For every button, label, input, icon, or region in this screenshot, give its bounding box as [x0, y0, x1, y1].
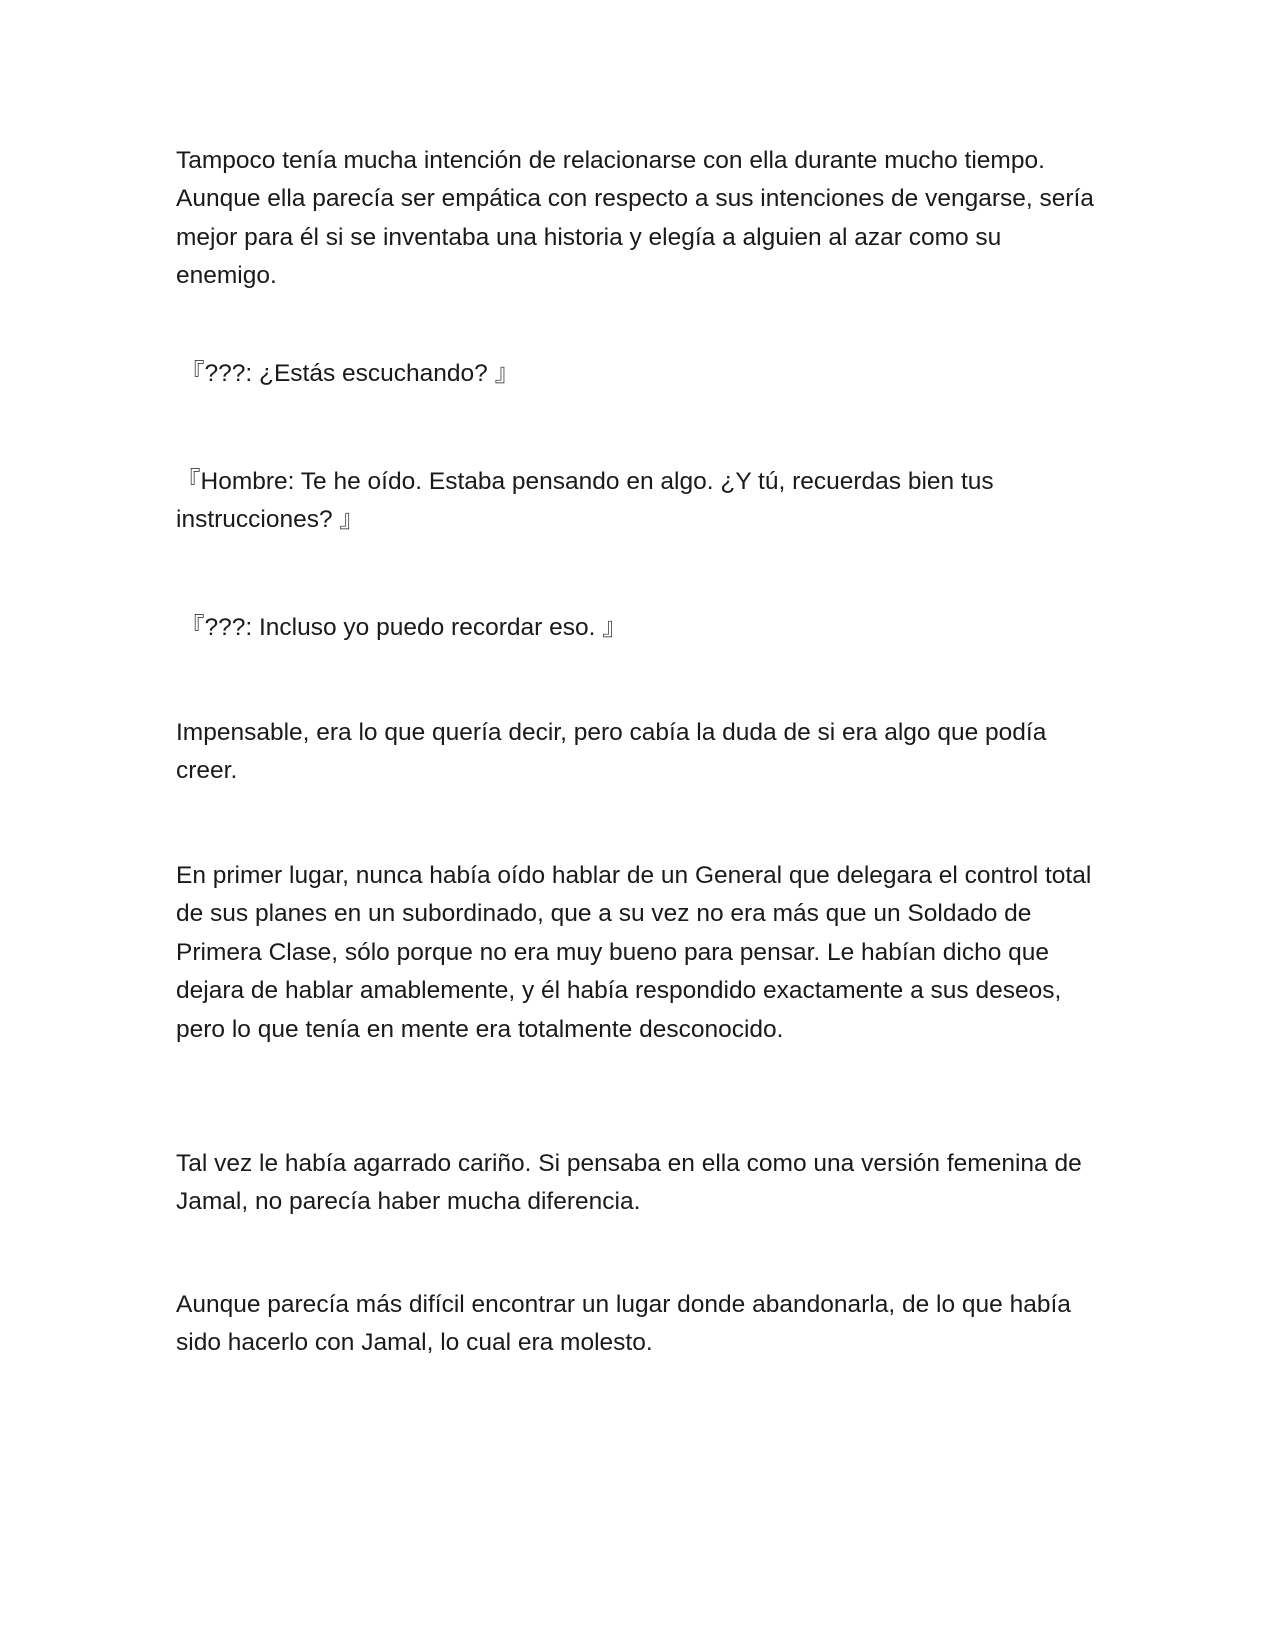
- paragraph-4: Tal vez le había agarrado cariño. Si pensaba en ella como una versión femenina de Jamal, no parecía haber mucha diferencia.: [176, 1150, 1082, 1216]
- paragraph-3: En primer lugar, nunca había oído hablar de un General que delegara el control total de sus planes en un subordinado, que a su vez no era más que un Soldado de Primera Clase, sólo porque no era muy bueno para pensar. Le habían dicho que dejara de hablar amablemente, y él había respondido exactamente a sus deseos, pero lo que tenía en mente era totalmente desconocido.: [176, 862, 1092, 1043]
- paragraph-2: Impensable, era lo que quería decir, pero cabía la duda de si era algo que podía creer.: [176, 719, 1047, 785]
- dialogue-line-1: 『???: ¿Estás escuchando? 』: [180, 360, 520, 387]
- paragraph-5: Aunque parecía más difícil encontrar un lugar donde abandonarla, de lo que había sido hacerlo con Jamal, lo cual era molesto.: [176, 1291, 1071, 1357]
- dialogue-line-3: 『???: Incluso yo puedo recordar eso. 』: [180, 614, 627, 641]
- paragraph-1: Tampoco tenía mucha intención de relacionarse con ella durante mucho tiempo. Aunque ella parecía ser empática con respecto a sus intenciones de vengarse, sería mejor para él si se inventaba una historia y elegía a alguien al azar como su enemigo.: [176, 147, 1094, 290]
- dialogue-line-2: 『Hombre: Te he oído. Estaba pensando en algo. ¿Y tú, recuerdas bien tus instrucciones? 』: [176, 468, 994, 534]
